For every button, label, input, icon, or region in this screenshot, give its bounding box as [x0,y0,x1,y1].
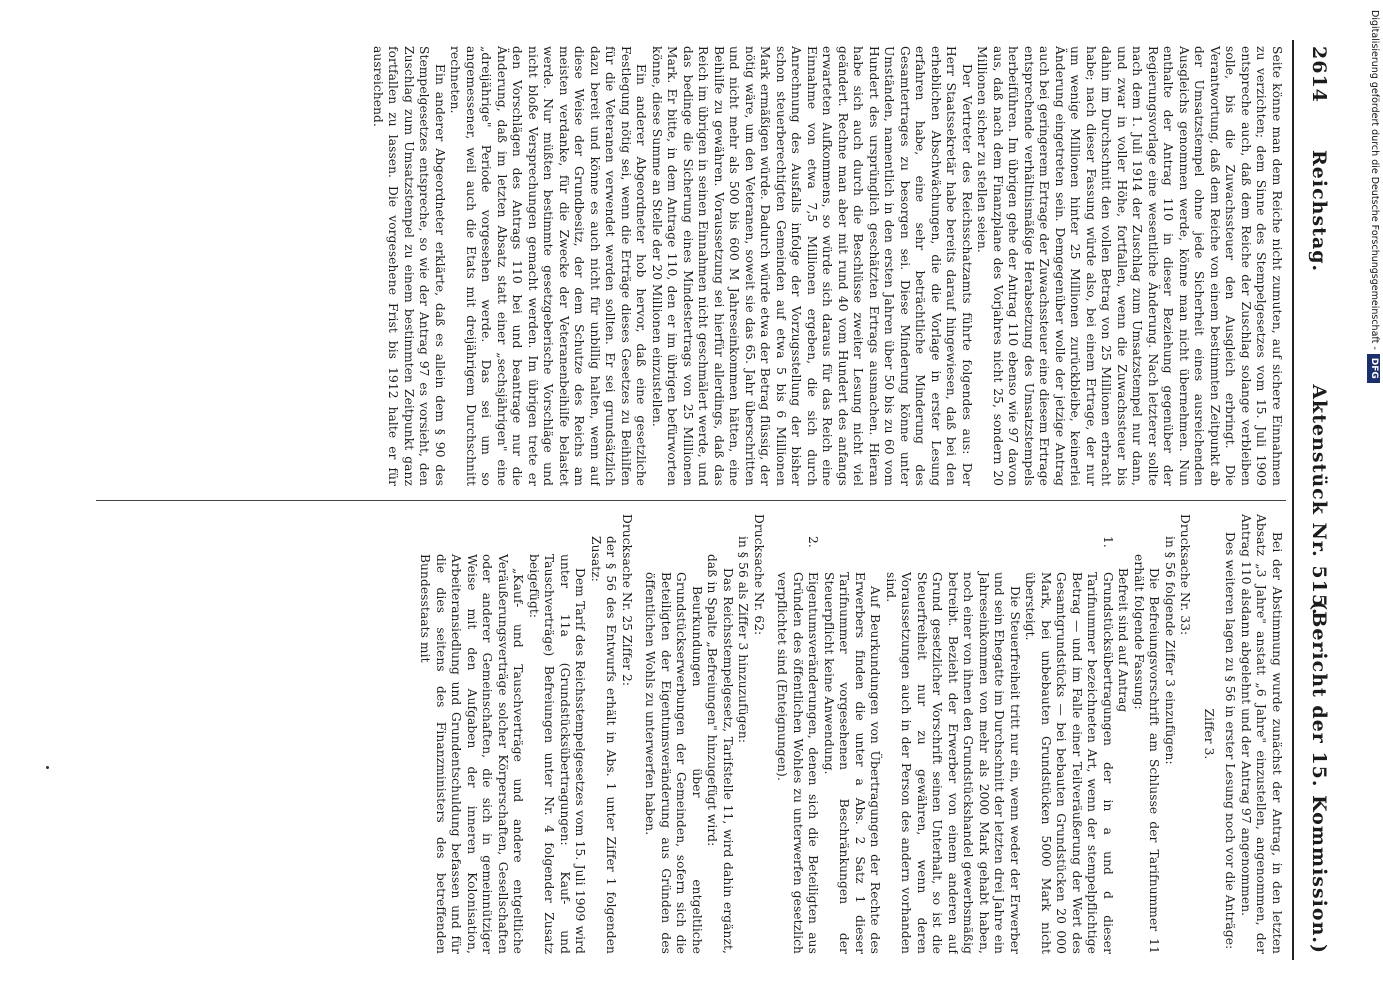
digitization-credit [1366,10,1382,990]
paragraph: Bei der Abstimmung wurde zunächst der Antrag, in den letzten Absatz „3 Jahre" anstatt „6 Jahre" einzustellen, angenommen, der Antrag 110 alsdann abgelehnt und der Antrag 97 angenommen. [1239,514,1284,954]
paragraph: der § 56 des Entwurfs erhält in Abs. 1 unter Ziffer 1 folgenden Zusatz: [589,536,619,954]
page-number: 2614 [1308,46,1330,103]
page-header [1292,40,1340,960]
item-number: 2. [806,536,821,548]
paragraph: Die Steuerfreiheit tritt nur ein, wenn weder der Erwerber und sein Ehegatte im Durchschnitt der letzten drei Jahre ein Jahreseinkommen von mehr als 2000 Mark gehabt haben, noch einer von ihnen den Grundstückshandel gewerbsmäßig betreibt. Bezieht der Erwerber von einem anderen auf Grund gesetzlicher Vorschrift seinen Unterhalt, so ist die Steuerfreiheit nur zu gewähren, wenn deren Voraussetzungen auch in der Person des andern vorhanden sind. [884,572,1022,954]
paragraph: Der Vertreter des Reichsschatzamts führte folgendes aus: Der Herr Staatssekretär habe bereits darauf hingewiesen, daß bei den erheblichen Abschwächungen, die die Vorlage in erster Lesung erfahren habe, eine sehr beträchtliche Minderung des Gesamtertrages zu besorgen sei. Diese Minderung könne unter Umständen, namentlich in den ersten Jahren über 50 bis zu 60 vom Hundert des ursprünglich geschätzten Ertrags ausmachen. Hieran habe sich auch durch die Beschlüsse zweiter Lesung nicht viel geändert. Rechne man aber mit rund 40 vom Hundert des anfangs erwarteten Aufkommens, so würde sich daraus für das Reich eine Einnahme von etwa 7,5 Millionen ergeben, die sich durch Anrechnung des Ausfalls infolge der Vorzugsstellung der bisher schon steuerberechtigten Gemeinden auf etwa 5 bis 6 Millionen Mark ermäßigen würde. Dadurch würde etwa der Betrag flüssig, der nötig wäre, um den Veteranen, soweit sie das 65. Jahr überschritten und nicht mehr als 500 bis 600 M Jahreseinkommen hätten, eine Beihilfe zu gewähren. Voraussetzung sei hierfür allerdings, daß das Reich im übrigen in seinen Einnahmen nicht geschmälert werde, und das bedinge die Sicherung eines Mindestertrags von 25 Millionen Mark. Er bitte, in dem Antrage 110, den er im übrigen befürworten könne, diese Summe an Stelle der 20 Millionen einzustellen. [650,46,974,486]
dfg-logo: DFG [1367,354,1380,383]
paragraph: in § 56 folgende Ziffer 3 einzufügen: [1163,536,1177,765]
right-column [84,514,1284,954]
paragraph: Die Befreiungsvorschrift am Schlusse der Tarifnummer 11 erhält folgende Fassung: [1132,554,1162,954]
header-right-title: (Bericht der 15. Kommission.) [1308,601,1330,954]
paragraph: Auf Beurkundungen von Übertragungen der Rechte des Erwerbers finden die unter a Abs. 2 Satz 1 dieser Tarifnummer vorgesehenen Beschränkungen der Steuerpflicht keine Anwendung. [822,572,883,954]
drucksache-label: Drucksache Nr. 25 Ziffer 2: [620,514,634,687]
item-text: Eigentumsveränderungen, denen sich die Beteiligten aus Gründen des öffentlichen Wohles zu unterwerfen gesetzlich verpflichtet sind (Enteignungen). [775,572,821,954]
paragraph: Des weiteren lagen zu § 56 in erster Lesung noch vor die Anträge: [1223,532,1238,950]
drucksache-label: Drucksache Nr. 33: [1178,514,1193,636]
paragraph: Seite könne man dem Reiche nicht zumuten, auf sichere Einnahmen zu verzichten; dem Sinne des Stempelgesetzes vom 15. Juli 1909 entspreche auch, daß dem Reiche der Zuschlag solange verbleiben solle, bis die Zuwachssteuer den Ausgleich erbringt. Die Verantwortung, daß dem Reiche von einem bestimmten Zeitpunkt ab der Umsatzstempel ohne jede Sicherheit eines ausreichenden Ausgleichs genommen werde, könne man nicht übernehmen. Nun enthalte der Antrag 110 in dieser Beziehung gegenüber der Regierungsvorlage eine wesentliche Änderung. Nach letzterer sollte nach dem 1. Juli 1914 der Zuschlag zum Umsatzstempel nur dann, und zwar in voller Höhe, fortfallen, wenn die Zuwachssteuer bis dahin im Durchschnitt den vollen Betrag von 25 Millionen erbracht habe; nach dieser Fassung würde also, bei einem Ertrage, der nur um wenige Millionen hinter 25 Millionen zurückbleibe, keinerlei Änderung eingetreten sein. Demgegenüber wolle der jetzige Antrag auch bei geringerem Ertrage der Zuwachssteuer eine diesem Ertrage entsprechende verhältnismäßige Herabsetzung des Umsatzstempels herbeiführen. Im übrigen gehe der Antrag 110 ebenso wie 97 davon aus, daß nach dem Finanzplane des Vorjahres nicht 25, sondern 20 Millionen sicher zu stellen seien. [975,46,1284,486]
paragraph: Das Reichsstempelgesetz, Tarifstelle 11, wird dahin ergänzt, daß in Spalte „Befreiungen" hinzugefügt wird: [705,554,735,954]
section-heading: Ziffer 3. [1202,708,1216,760]
item-number: 1. [1101,536,1115,548]
paragraph: Ein anderer Abgeordneter hob hervor, daß eine gesetzliche Festlegung nötig sei, wenn die Erträge dieses Gesetzes zu Beihilfen für die Veteranen verwendet werden sollten. Er sei grundsätzlich dazu bereit und könne es auch nicht für unbillig halten, wenn auf diese Weise der Grundbesitz, der dem Schutze des Reichs am meisten verdanke, für die Zwecke der Veteranenbeihilfe belastet werde. Nur müßten bestimmte gesetzgeberische Vorschläge und nicht bloße Versprechungen gemacht werden. Im übrigen trete er den Vorschlägen des Antrags 110 bei und beantrage nur die Änderung, daß im letzten Absatz statt einer „sechsjährigen" eine „dreijährige" Periode vorgesehen werde. Das sei um so angemessener, weil auch die Etats mit dreijährigem Durchschnitt rechneten. [448,46,649,486]
paragraph: Beurkundungen über entgeltliche Grundstückserwerbungen der Gemeinden, sofern sich die Beteiligten der Eigentumsveränderung aus Gründen des öffentlichen Wohls zu unterwerfen haben. [643,572,704,954]
paragraph: Ein anderer Abgeordneter erklärte, daß es allein dem § 90 des Stempelgesetzes entspreche, so wie der Antrag 97 es vorsieht, den Zuschlag zum Umsatzstempel zu einem bestimmten Zeitpunkt ganz fortfallen zu lassen. Die vorgesehene Frist bis 1912 halte er für ausreichend. [371,46,447,486]
paragraph: in § 56 als Ziffer 3 hinzuzufügen: [736,536,751,744]
header-center-title: Aktenstück Nr. 515. [1308,384,1330,616]
drucksache-label: Drucksache Nr. 62: [752,514,766,636]
credit-text: Digitalisierung gefördert durch die Deutsche Forschungsgemeinschaft - [1369,10,1380,350]
paragraph: Befreit sind auf Antrag [1116,568,1131,713]
left-column [84,46,1284,486]
list-item [1022,514,1115,954]
header-left-title: Reichstag. [1308,150,1330,273]
paragraph: „Kauf- und Tauschverträge und andere entgeltliche Veräußerungsverträge solcher Körperschaften, Gesellschaften oder anderer Gemeinschaften, die sich in gemeinnütziger Weise mit den Aufgaben der inneren Kolonisation, Arbeiteransiedlung und Grundentschuldung befassen und für die dies seitens des Finanzministers des betreffenden Bundesstaats mit [418,554,526,954]
column-divider [96,500,1286,501]
paragraph: Dem Tarif des Reichsstempelgesetzes vom 15. Juli 1909 wird unter 11a (Grundstücksübertragungen: Kauf- und Tauschverträge) Befreiungen unter Nr. 4 folgender Zusatz beigefügt: [527,554,588,954]
item-text: Grundstücksübertragungen der in a und d dieser Tarifnummer bezeichneten Art, wenn der stempelpflichtige Betrag — und im Falle einer Teilveräußerung der Wert des Gesamtgrundstücks — bei bebauten Grundstücken 20 000 Mark, bei unbebauten Grundstücken 5000 Mark nicht übersteigt. [1023,572,1115,954]
rotated-page [20,40,1340,960]
list-item [774,514,821,954]
